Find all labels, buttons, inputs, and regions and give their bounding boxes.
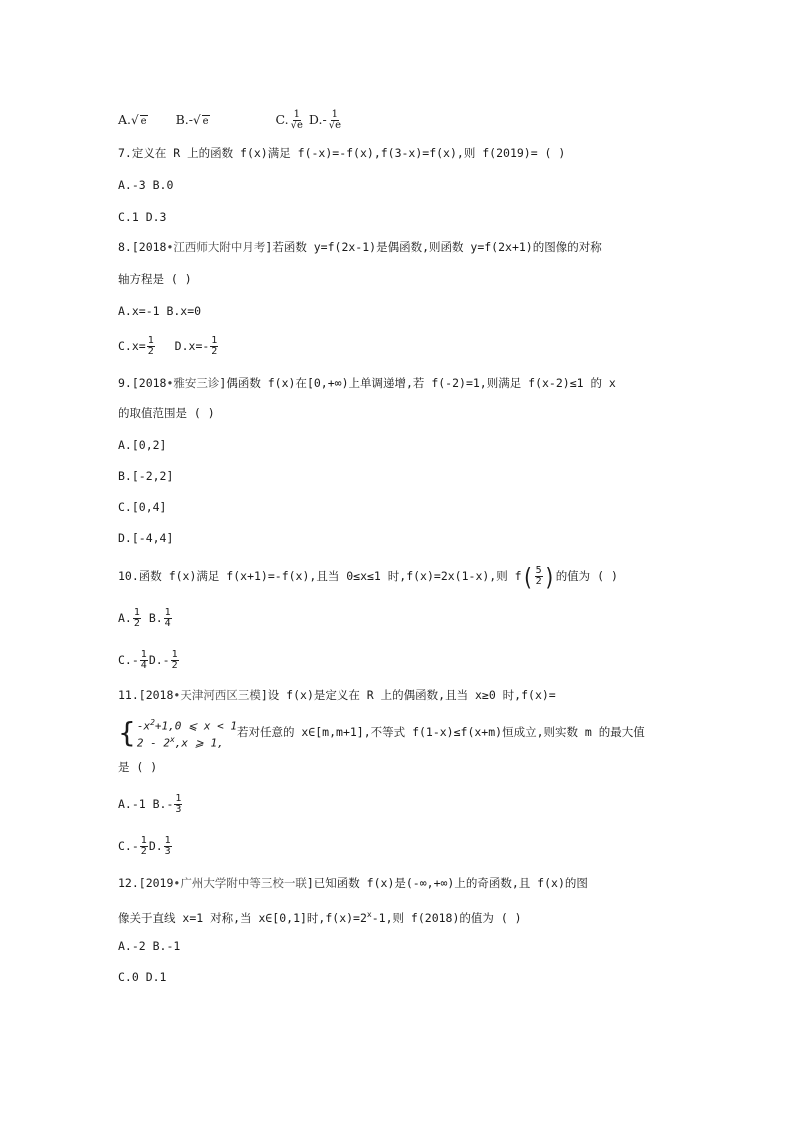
- q11-stem-text: ]设 f(x)是定义在 R 上的偶函数,且当 x≥0 时,f(x)=: [260, 688, 556, 702]
- q8-option-c-fraction: $\frac{1}{2}$: [147, 335, 154, 357]
- q9-source: •雅安三诊: [166, 376, 220, 390]
- q6-option-a-label: A.: [118, 112, 132, 127]
- q12-source: •广州大学附中等三校一联: [173, 876, 307, 890]
- q10-option-a-fraction: $\frac{1}{2}$: [133, 607, 140, 629]
- q6-option-b-value: e: [202, 116, 209, 127]
- brace-icon: {: [118, 715, 136, 749]
- q11-stem-line2: [118, 716, 645, 749]
- q11-number: 11.[2018: [118, 688, 174, 702]
- q11-options-ab: [118, 794, 183, 815]
- q12-stem-line1: [118, 874, 588, 892]
- q6-option-d-fraction: $\frac{1}{√e}$: [328, 109, 341, 131]
- q8-stem-line1: [118, 238, 602, 256]
- q11-stem-line3: 是 ( ): [118, 760, 158, 774]
- q7-stem: 7.定义在 R 上的函数 f(x)满足 f(-x)=-f(x),f(3-x)=f(x),则 f(2019)= ( ): [118, 146, 566, 160]
- q6-option-c-label: C.: [275, 112, 289, 127]
- sqrt-icon: √: [131, 113, 139, 127]
- q7-options-cd: C.1 D.3: [118, 210, 167, 224]
- q6-option-b-label: B.-: [175, 112, 193, 127]
- q8-stem-text: ]若函数 y=f(2x-1)是偶函数,则函数 y=f(2x+1)的图像的对称: [265, 240, 602, 254]
- q7-options-ab: A.-3 B.0: [118, 178, 174, 192]
- q8-option-d-label: D.x=-: [174, 339, 210, 353]
- q10-option-b-fraction: $\frac{1}{4}$: [164, 607, 171, 629]
- q11-source: •天津河西区三模: [173, 688, 261, 702]
- q8-source: •江西师大附中月考: [166, 240, 266, 254]
- q6-options: [118, 110, 343, 131]
- q9-number: 9.[2018: [118, 376, 167, 390]
- q10-options-ab: [118, 608, 173, 629]
- q11-option-ab-text: A.-1 B.-: [118, 797, 174, 811]
- q12-options-ab: A.-2 B.-1: [118, 939, 181, 953]
- q11-option-d-fraction: $\frac{1}{3}$: [164, 835, 171, 857]
- q9-option-a: A.[0,2]: [118, 438, 167, 452]
- q11-stem-text2: 若对任意的 x∈[m,m+1],不等式 f(1-x)≤f(x+m)恒成立,则实数 m 的最大值: [236, 725, 645, 740]
- q6-option-a-value: e: [140, 116, 147, 127]
- q9-option-b: B.[-2,2]: [118, 469, 174, 483]
- q6-option-d-label: D.-: [308, 112, 327, 127]
- q8-options-ab: A.x=-1 B.x=0: [118, 304, 202, 318]
- q10-option-d-label: D.-: [148, 653, 170, 667]
- q9-stem-line1: [118, 374, 616, 392]
- q12-number: 12.[2019: [118, 876, 174, 890]
- q9-option-c: C.[0,4]: [118, 500, 167, 514]
- q6-option-c-fraction: $\frac{1}{√e}$: [290, 109, 303, 131]
- q9-option-d: D.[-4,4]: [118, 531, 174, 545]
- q10-options-cd: [118, 650, 180, 671]
- q12-stem-line2: 像关于直线 x=1 对称,当 x∈[0,1]时$,f(x)=2^x-1$,则 f(2018)的值为 ( ): [118, 910, 522, 925]
- q10-stem: 10.函数 f(x)满足 f(x+1)=-f(x),且当 0≤x≤1 时,f(x)=2x(1-x),则 f( $\frac{5}{2}$ )的值为 ( ): [118, 562, 618, 591]
- q8-number: 8.[2018: [118, 240, 167, 254]
- q11-option-c-label: C.-: [118, 839, 139, 853]
- q11-option-b-fraction: $\frac{1}{3}$: [175, 793, 182, 815]
- sqrt-icon: √: [192, 113, 201, 127]
- q9-stem-text: ]偶函数 f(x)在[0,+∞)上单调递增,若 f(-2)=1,则满足 f(x-2)≤1 的 x: [219, 376, 616, 390]
- q10-option-c-fraction: $\frac{1}{4}$: [140, 649, 147, 671]
- q10-option-d-fraction: $\frac{1}{2}$: [171, 649, 178, 671]
- q10-option-b-label: B.: [141, 611, 163, 625]
- q11-options-cd: [118, 836, 173, 857]
- q10-option-a-label: A.: [118, 611, 132, 625]
- q10-stem-pre: 10.函数 f(x)满足 f(x+1)=-f(x),且当 0≤x≤1 时,f(x)=2x(1-x),则 f: [118, 569, 522, 583]
- q11-option-d-label: D.: [148, 839, 163, 853]
- q12-options-cd: C.0 D.1: [118, 970, 167, 984]
- q8-option-c-label: C.x=: [118, 339, 146, 353]
- q8-option-d-fraction: $\frac{1}{2}$: [211, 335, 218, 357]
- q8-options-cd: [118, 336, 219, 357]
- q10-option-c-label: C.-: [118, 653, 139, 667]
- q10-stem-post: 的值为 ( ): [555, 569, 618, 583]
- q11-piecewise: $-x^2+1,0$ ⩽ x < 1 2 - 2$^x$,x ⩾ 1,: [136, 718, 237, 750]
- q12-stem-text: ]已知函数 f(x)是(-∞,+∞)上的奇函数,且 f(x)的图: [306, 876, 588, 890]
- q11-option-c-fraction: $\frac{1}{2}$: [140, 835, 147, 857]
- q8-stem-line2: 轴方程是 ( ): [118, 272, 192, 286]
- q9-stem-line2: 的取值范围是 ( ): [118, 406, 215, 420]
- q11-stem-line1: [118, 686, 556, 704]
- q10-fraction: $\frac{5}{2}$: [535, 565, 542, 587]
